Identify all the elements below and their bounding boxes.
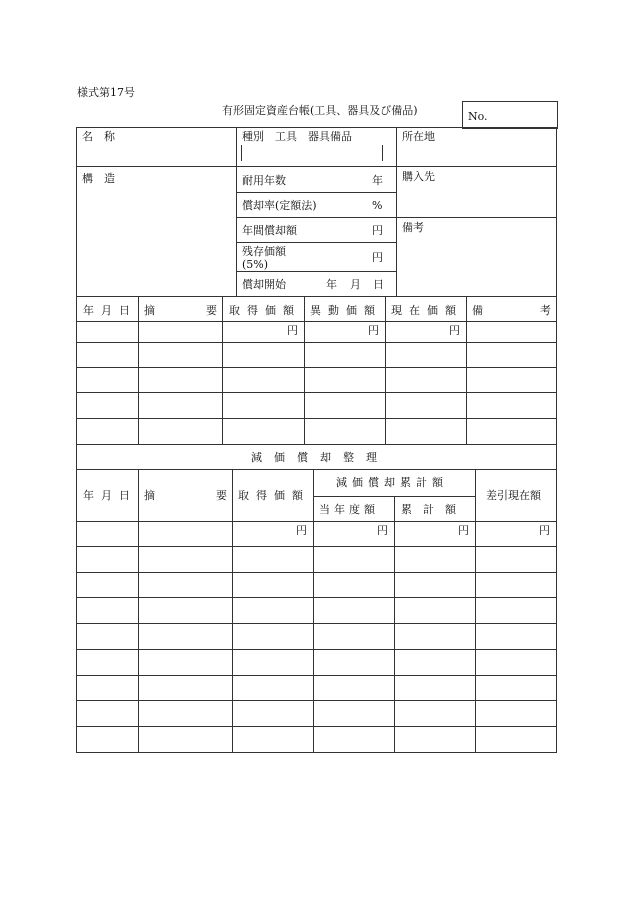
rule	[76, 418, 557, 419]
t1-tekiyo-header-b: 要	[206, 304, 217, 317]
rule	[236, 271, 396, 272]
rule	[76, 546, 557, 547]
t1-remarks-header-a: 備	[472, 304, 483, 317]
depr-rate-unit: %	[372, 199, 383, 212]
location-label: 所在地	[402, 130, 435, 143]
depr-start-month-unit: 月	[350, 278, 361, 291]
rule	[76, 649, 557, 650]
t2-current-year-header: 当年度額	[319, 503, 379, 516]
rule	[385, 296, 386, 444]
page-title: 有形固定資産台帳(工具、器具及び備品)	[222, 104, 418, 117]
rule	[222, 296, 223, 444]
t2-unit-acquisition: 円	[296, 524, 307, 537]
rule	[76, 675, 557, 676]
rule	[76, 726, 557, 727]
t1-remarks-header-b: 考	[540, 304, 551, 317]
t2-tekiyo-header-a: 摘	[144, 489, 155, 502]
useful-life-unit: 年	[372, 174, 383, 187]
rule	[236, 217, 396, 218]
residual-unit: 円	[372, 251, 383, 264]
t1-acquisition-header: 取得価額	[229, 304, 301, 317]
rule	[76, 166, 557, 167]
rule	[138, 296, 139, 444]
rule	[304, 296, 305, 444]
annual-depr-label: 年間償却額	[242, 224, 297, 237]
rule	[76, 367, 557, 368]
type-label: 種別 工具 器具備品	[242, 130, 352, 143]
t2-date-header: 年月日	[83, 489, 137, 502]
rule	[475, 469, 476, 753]
t2-cumulative-header: 減価償却累計額	[336, 476, 448, 489]
t1-unit-current: 円	[449, 324, 460, 337]
depr-start-day-unit: 日	[373, 278, 384, 291]
depr-start-year-unit: 年	[326, 278, 337, 291]
rule	[76, 521, 557, 522]
t2-unit-net: 円	[539, 524, 550, 537]
rule	[76, 597, 557, 598]
depr-start-label: 償却開始	[242, 278, 286, 291]
rule	[76, 127, 557, 128]
t1-date-header: 年月日	[83, 304, 137, 317]
rule	[76, 700, 557, 701]
useful-life-label: 耐用年数	[242, 174, 286, 187]
rule	[313, 469, 314, 753]
residual-label-line1: 残存価額	[242, 245, 286, 258]
rule	[138, 469, 139, 753]
name-label: 名 称	[82, 130, 115, 143]
rule	[394, 496, 395, 753]
rule	[76, 342, 557, 343]
t2-unit-total: 円	[458, 524, 469, 537]
residual-label-line2: (5%)	[242, 258, 269, 271]
rule	[76, 392, 557, 393]
t1-change-header: 異動価額	[310, 304, 382, 317]
rule	[396, 217, 556, 218]
rule	[76, 752, 557, 753]
rule	[232, 469, 233, 753]
depr-rate-label: 償却率(定額法)	[242, 199, 317, 212]
rule	[76, 127, 77, 753]
number-label: No.	[468, 110, 488, 123]
rule	[76, 296, 557, 297]
rule	[76, 623, 557, 624]
t1-unit-acquisition: 円	[287, 324, 298, 337]
t1-tekiyo-header-a: 摘	[144, 304, 155, 317]
form-number: 様式第17号	[77, 86, 135, 99]
t2-total-header: 累 計 額	[401, 503, 456, 516]
remarks-label: 備考	[402, 221, 424, 234]
rule	[76, 321, 557, 322]
rule	[313, 496, 475, 497]
t2-unit-current-year: 円	[377, 524, 388, 537]
vendor-label: 購入先	[402, 170, 435, 183]
t1-current-header: 現在価額	[391, 304, 463, 317]
type-input-bracket[interactable]	[241, 145, 383, 161]
t2-acquisition-header: 取得価額	[238, 489, 310, 502]
t2-tekiyo-header-b: 要	[216, 489, 227, 502]
rule	[396, 127, 397, 296]
section2-title: 減価償却整理	[251, 451, 389, 464]
rule	[76, 572, 557, 573]
rule	[76, 444, 557, 445]
structure-label: 構 造	[82, 172, 115, 185]
rule	[556, 127, 557, 753]
t1-unit-change: 円	[368, 324, 379, 337]
rule	[76, 469, 557, 470]
t2-net-header: 差引現在額	[486, 489, 541, 502]
number-box	[462, 101, 558, 129]
rule	[236, 192, 396, 193]
rule	[236, 242, 396, 243]
annual-depr-unit: 円	[372, 224, 383, 237]
rule	[466, 296, 467, 444]
